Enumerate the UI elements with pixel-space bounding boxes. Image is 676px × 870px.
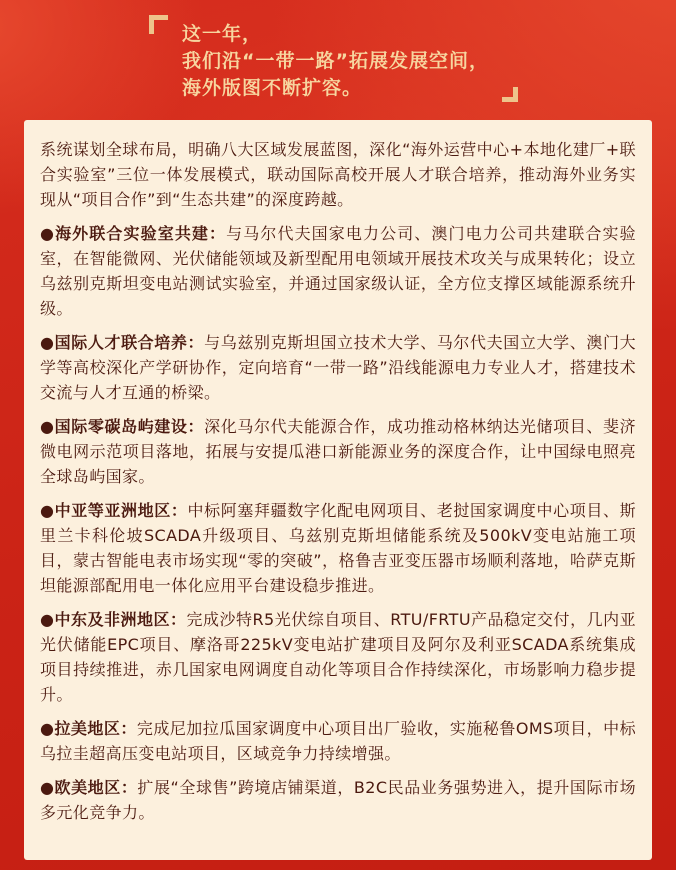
section-label [40, 778, 137, 797]
quote-line: 我们沿“一带一路”拓展发展空间， [182, 50, 489, 72]
bullet-icon: ● [40, 333, 55, 352]
section-zero-carbon-islands [40, 414, 636, 489]
section-title: 国际零碳岛屿建设 [54, 417, 188, 436]
section-separator: ： [120, 719, 137, 738]
section-title: 欧美地区 [54, 778, 121, 797]
quote-line: 这一年， [182, 23, 263, 45]
intro-paragraph [40, 137, 636, 212]
section-separator: ： [209, 224, 227, 243]
intro-text: 系统谋划全球布局，明确八大区域发展蓝图，深化“海外运营中心+本地化建厂+联合实验室”三位一体发展模式，联动国际高校开展人才联合培养，推动海外业务实现从“项目合作”到“生态共建”的深度跨越。 [40, 140, 636, 209]
section-title: 拉美地区 [54, 719, 121, 738]
section-overseas-joint-labs [40, 221, 636, 321]
section-label [40, 224, 226, 243]
section-title: 中亚等亚洲地区 [54, 501, 171, 520]
section-separator: ： [187, 417, 205, 436]
header-quote [182, 21, 489, 102]
section-text: 中标阿塞拜疆数字化配电网项目、老挝国家调度中心项目、斯里兰卡科伦坡SCADA升级项目、乌兹别克斯坦储能系统及500kV变电站施工项目，蒙古智能电表市场实现“零的突破”，格鲁吉亚变压器市场顺利落地，哈萨克斯坦能源部配用电一体化应用平台建设稳步推进。 [40, 501, 636, 595]
bullet-icon: ● [40, 501, 55, 520]
section-intl-talent-training [40, 330, 636, 405]
section-text: 完成尼加拉瓜国家调度中心项目出厂验收，实施秘鲁OMS项目，中标乌拉圭超高压变电站项目，区域竞争力持续增强。 [40, 719, 636, 763]
section-text: 与乌兹别克斯坦国立技术大学、马尔代夫国立大学、澳门大学等高校深化产学研协作，定向培育“一带一路”沿线能源电力专业人才，搭建技术交流与人才互通的桥梁。 [40, 333, 637, 402]
quote-line: 海外版图不断扩容。 [182, 77, 363, 99]
content-card [24, 120, 652, 860]
bullet-icon: ● [40, 719, 55, 738]
section-text: 扩展“全球售”跨境店铺渠道，B2C民品业务强势进入，提升国际市场多元化竞争力。 [40, 778, 636, 822]
section-separator: ： [170, 610, 187, 629]
section-separator: ： [120, 778, 138, 797]
bullet-icon: ● [40, 778, 55, 797]
section-label [40, 719, 137, 738]
section-middle-east-africa [40, 607, 636, 707]
section-text: 深化马尔代夫能源合作，成功推动格林纳达光储项目、斐济微电网示范项目落地，拓展与安提瓜港口新能源业务的深度合作，让中国绿电照亮全球岛屿国家。 [40, 417, 637, 486]
bullet-icon: ● [40, 610, 55, 629]
open-quote-bracket-icon [149, 15, 168, 34]
section-title: 中东及非洲地区 [54, 610, 170, 629]
section-latin-america [40, 716, 636, 766]
section-title: 国际人才联合培养 [54, 333, 188, 352]
section-text: 与马尔代夫国家电力公司、澳门电力公司共建联合实验室，在智能微网、光伏储能领域及新型配用电领域开展技术攻关与成果转化；设立乌兹别克斯坦变电站测试实验室，并通过国家级认证，全方位支撑区域能源系统升级。 [40, 224, 636, 318]
section-label [40, 610, 187, 629]
section-label [40, 417, 204, 436]
section-text: 完成沙特R5光伏综自项目、RTU/FRTU产品稳定交付，几内亚光伏储能EPC项目、摩洛哥225kV变电站扩建项目及阿尔及利亚SCADA系统集成项目持续推进，赤几国家电网调度自动化等项目合作持续深化，市场影响力稳步提升。 [40, 610, 636, 704]
section-separator: ： [187, 333, 205, 352]
section-label [40, 333, 204, 352]
section-europe-america [40, 775, 636, 825]
close-quote-bracket-icon [502, 87, 518, 102]
section-central-asia [40, 498, 636, 598]
bullet-icon: ● [40, 224, 56, 243]
bullet-icon: ● [40, 417, 55, 436]
section-separator: ： [170, 501, 188, 520]
section-label [40, 501, 188, 520]
section-title: 海外联合实验室共建 [55, 224, 210, 243]
